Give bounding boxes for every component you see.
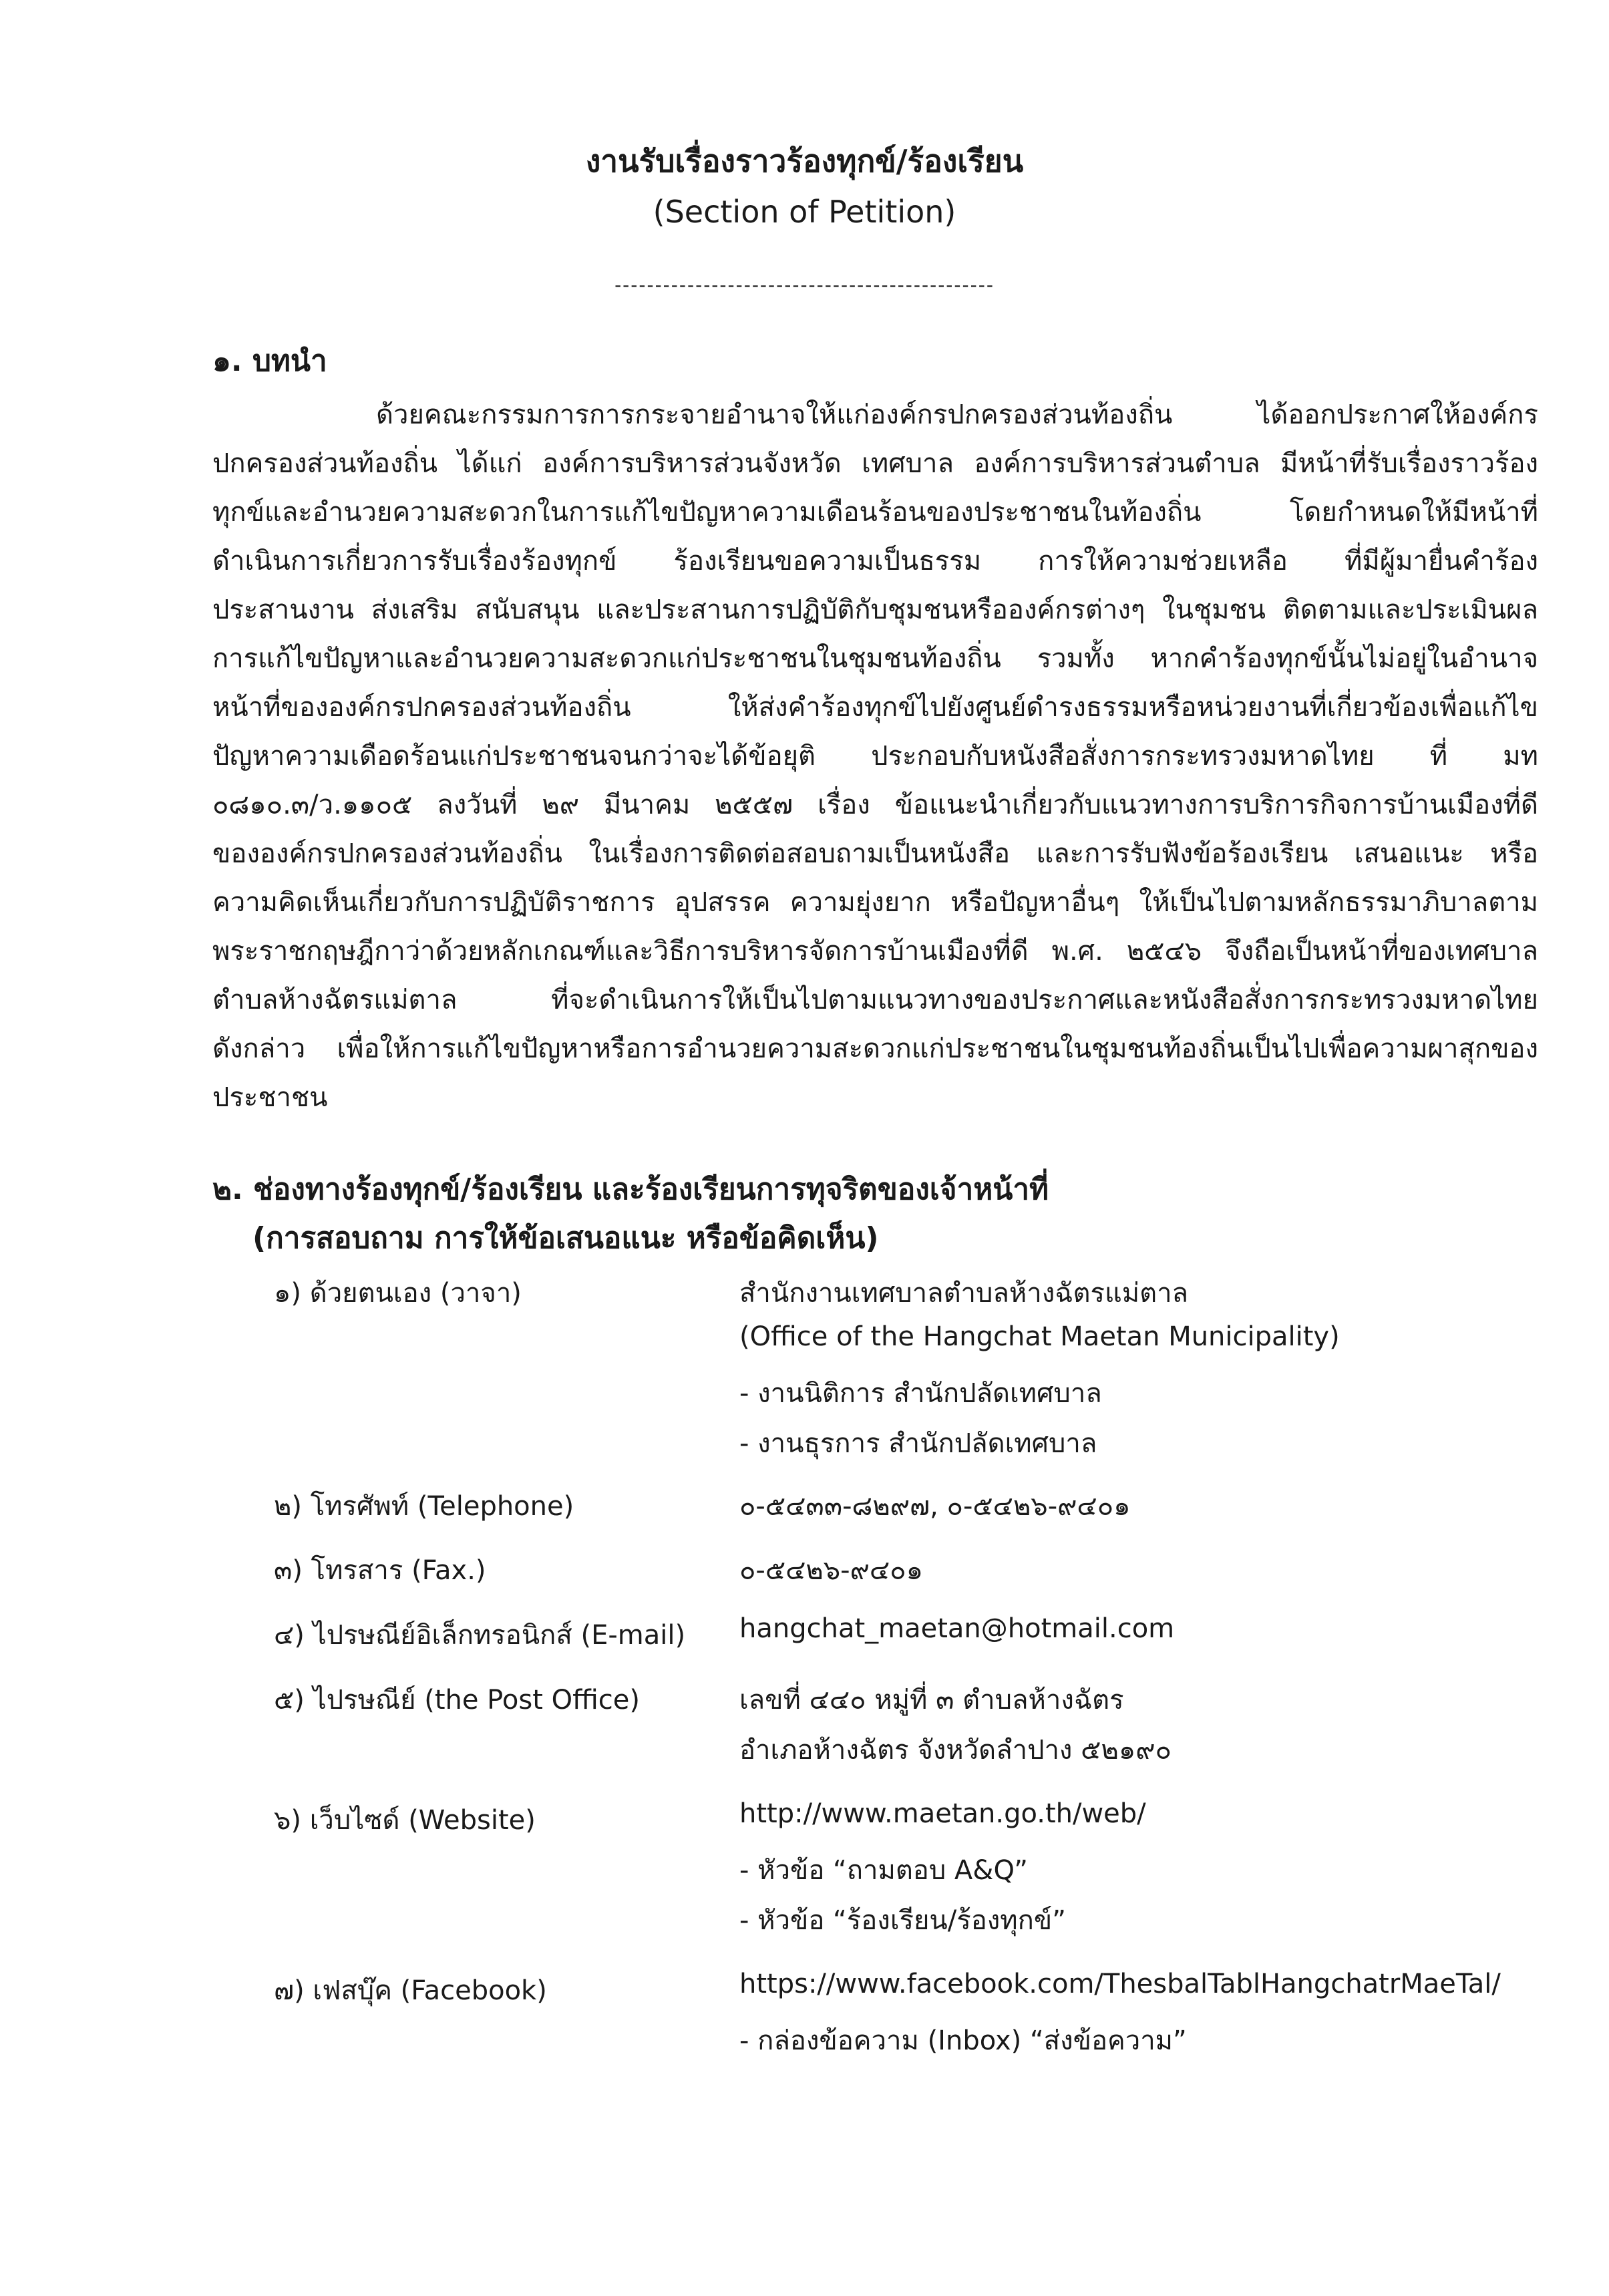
telephone-numbers: ๐-๕๔๓๓-๘๒๙๗, ๐-๕๔๒๖-๙๔๐๑ — [739, 1491, 1131, 1522]
channel-label-website: ๖) เว็บไซด์ (Website) — [274, 1805, 536, 1836]
postal-address-line: อำเภอห้างฉัตร จังหวัดลำปาง ๕๒๑๙๐ — [739, 1735, 1172, 1766]
facebook-url: https://www.facebook.com/ThesbalTablHangchatrMaeTal/ — [739, 1969, 1501, 1999]
section-2-subheading: (การสอบถาม การให้ข้อเสนอแนะ หรือข้อคิดเห็น) — [252, 1221, 879, 1255]
fax-number: ๐-๕๔๒๖-๙๔๐๑ — [739, 1555, 923, 1586]
channel-label-facebook: ๗) เฟสบุ๊ค (Facebook) — [274, 1975, 547, 2006]
website-topic: - หัวข้อ “ร้องเรียน/ร้องทุกข์” — [739, 1905, 1066, 1936]
channel-label-fax: ๓) โทรสาร (Fax.) — [274, 1555, 486, 1586]
document-subtitle: (Section of Petition) — [653, 194, 956, 230]
paragraph-line: ความคิดเห็นเกี่ยวกับการปฏิบัติราชการ อุปสรรค ความยุ่งยาก หรือปัญหาอื่นๆ ให้เป็นไปตามหลักธรรมาภิบาลตาม — [212, 887, 1538, 918]
paragraph-line: ขององค์กรปกครองส่วนท้องถิ่น ในเรื่องการติดต่อสอบถามเป็นหนังสือ และการรับฟังข้อร้องเรียน เสนอแนะ หรือ — [212, 838, 1538, 869]
paragraph-line: ปกครองส่วนท้องถิ่น ได้แก่ องค์การบริหารส่วนจังหวัด เทศบาล องค์การบริหารส่วนตำบล มีหน้าที่รับเรื่องราวร้อง — [212, 448, 1538, 479]
title-divider: ----------------------------------------------- — [614, 274, 995, 296]
document-title: งานรับเรื่องราวร้องทุกข์/ร้องเรียน — [585, 143, 1024, 179]
paragraph-line: ดังกล่าว เพื่อให้การแก้ไขปัญหาหรือการอำนวยความสะดวกแก่ประชาชนในชุมชนท้องถิ่นเป็นไปเพื่อความผาสุกของ — [212, 1033, 1538, 1064]
channel-value: - งานนิติการ สำนักปลัดเทศบาล — [739, 1378, 1102, 1409]
paragraph-line: ประสานงาน ส่งเสริม สนับสนุน และประสานการปฏิบัติกับชุมชนหรือองค์กรต่างๆ ในชุมชน ติดตามและประเมินผล — [212, 595, 1538, 625]
section-2-heading: ๒. ช่องทางร้องทุกข์/ร้องเรียน และร้องเรียนการทุจริตของเจ้าหน้าที่ — [212, 1172, 1049, 1206]
channel-value: - งานธุรการ สำนักปลัดเทศบาล — [739, 1428, 1097, 1459]
channel-value: (Office of the Hangchat Maetan Municipality) — [739, 1321, 1340, 1352]
paragraph-line: ด้วยคณะกรรมการการกระจายอำนาจให้แก่องค์กรปกครองส่วนท้องถิ่น ได้ออกประกาศให้องค์กร — [376, 399, 1538, 430]
channel-label-email: ๔) ไปรษณีย์อิเล็กทรอนิกส์ (E-mail) — [274, 1620, 686, 1651]
paragraph-line: ปัญหาความเดือดร้อนแก่ประชาชนจนกว่าจะได้ข้อยุติ ประกอบกับหนังสือสั่งการกระทรวงมหาดไทย ที่ มท — [212, 741, 1538, 772]
website-topic: - หัวข้อ “ถามตอบ A&Q” — [739, 1855, 1028, 1886]
channel-value: สำนักงานเทศบาลตำบลห้างฉัตรแม่ตาล — [739, 1278, 1189, 1309]
paragraph-line: ประชาชน — [212, 1082, 328, 1113]
paragraph-line: ๐๘๑๐.๓/ว.๑๑๐๕ ลงวันที่ ๒๙ มีนาคม ๒๕๕๗ เรื่อง ข้อแนะนำเกี่ยวกับแนวทางการบริการกิจการบ้านเมืองที่ดี — [212, 790, 1538, 820]
paragraph-line: การแก้ไขปัญหาและอำนวยความสะดวกแก่ประชาชนในชุมชนท้องถิ่น รวมทั้ง หากคำร้องทุกข์นั้นไม่อยู่ในอำนาจ — [212, 643, 1538, 674]
paragraph-line: หน้าที่ขององค์กรปกครองส่วนท้องถิ่น ให้ส่งคำร้องทุกข์ไปยังศูนย์ดำรงธรรมหรือหน่วยงานที่เกี่ยวข้องเพื่อแก้ไข — [212, 692, 1538, 723]
paragraph-line: ดำเนินการเกี่ยวการรับเรื่องร้องทุกข์ ร้องเรียนขอความเป็นธรรม การให้ความช่วยเหลือ ที่มีผู้มายื่นคำร้อง — [212, 546, 1538, 577]
postal-address-line: เลขที่ ๔๔๐ หมู่ที่ ๓ ตำบลห้างฉัตร — [739, 1685, 1124, 1715]
facebook-inbox-note: - กล่องข้อความ (Inbox) “ส่งข้อความ” — [739, 2025, 1187, 2056]
channel-label-in-person: ๑) ด้วยตนเอง (วาจา) — [274, 1278, 522, 1309]
paragraph-line: พระราชกฤษฎีกาว่าด้วยหลักเกณฑ์และวิธีการบริหารจัดการบ้านเมืองที่ดี พ.ศ. ๒๕๔๖ จึงถือเป็นหน้าที่ของเทศบาล — [212, 936, 1538, 967]
paragraph-line: ทุกข์และอำนวยความสะดวกในการแก้ไขปัญหาความเดือนร้อนของประชาชนในท้องถิ่น โดยกำหนดให้มีหน้าที่ — [212, 497, 1538, 528]
channel-label-telephone: ๒) โทรศัพท์ (Telephone) — [274, 1491, 574, 1522]
channel-label-post: ๕) ไปรษณีย์ (the Post Office) — [274, 1685, 640, 1715]
email-address: hangchat_maetan@hotmail.com — [739, 1613, 1175, 1644]
paragraph-line: ตำบลห้างฉัตรแม่ตาล ที่จะดำเนินการให้เป็นไปตามแนวทางของประกาศและหนังสือสั่งการกระทรวงมหาดไทย — [212, 985, 1538, 1015]
website-url: http://www.maetan.go.th/web/ — [739, 1798, 1146, 1829]
section-1-heading: ๑. บทนำ — [212, 344, 327, 378]
